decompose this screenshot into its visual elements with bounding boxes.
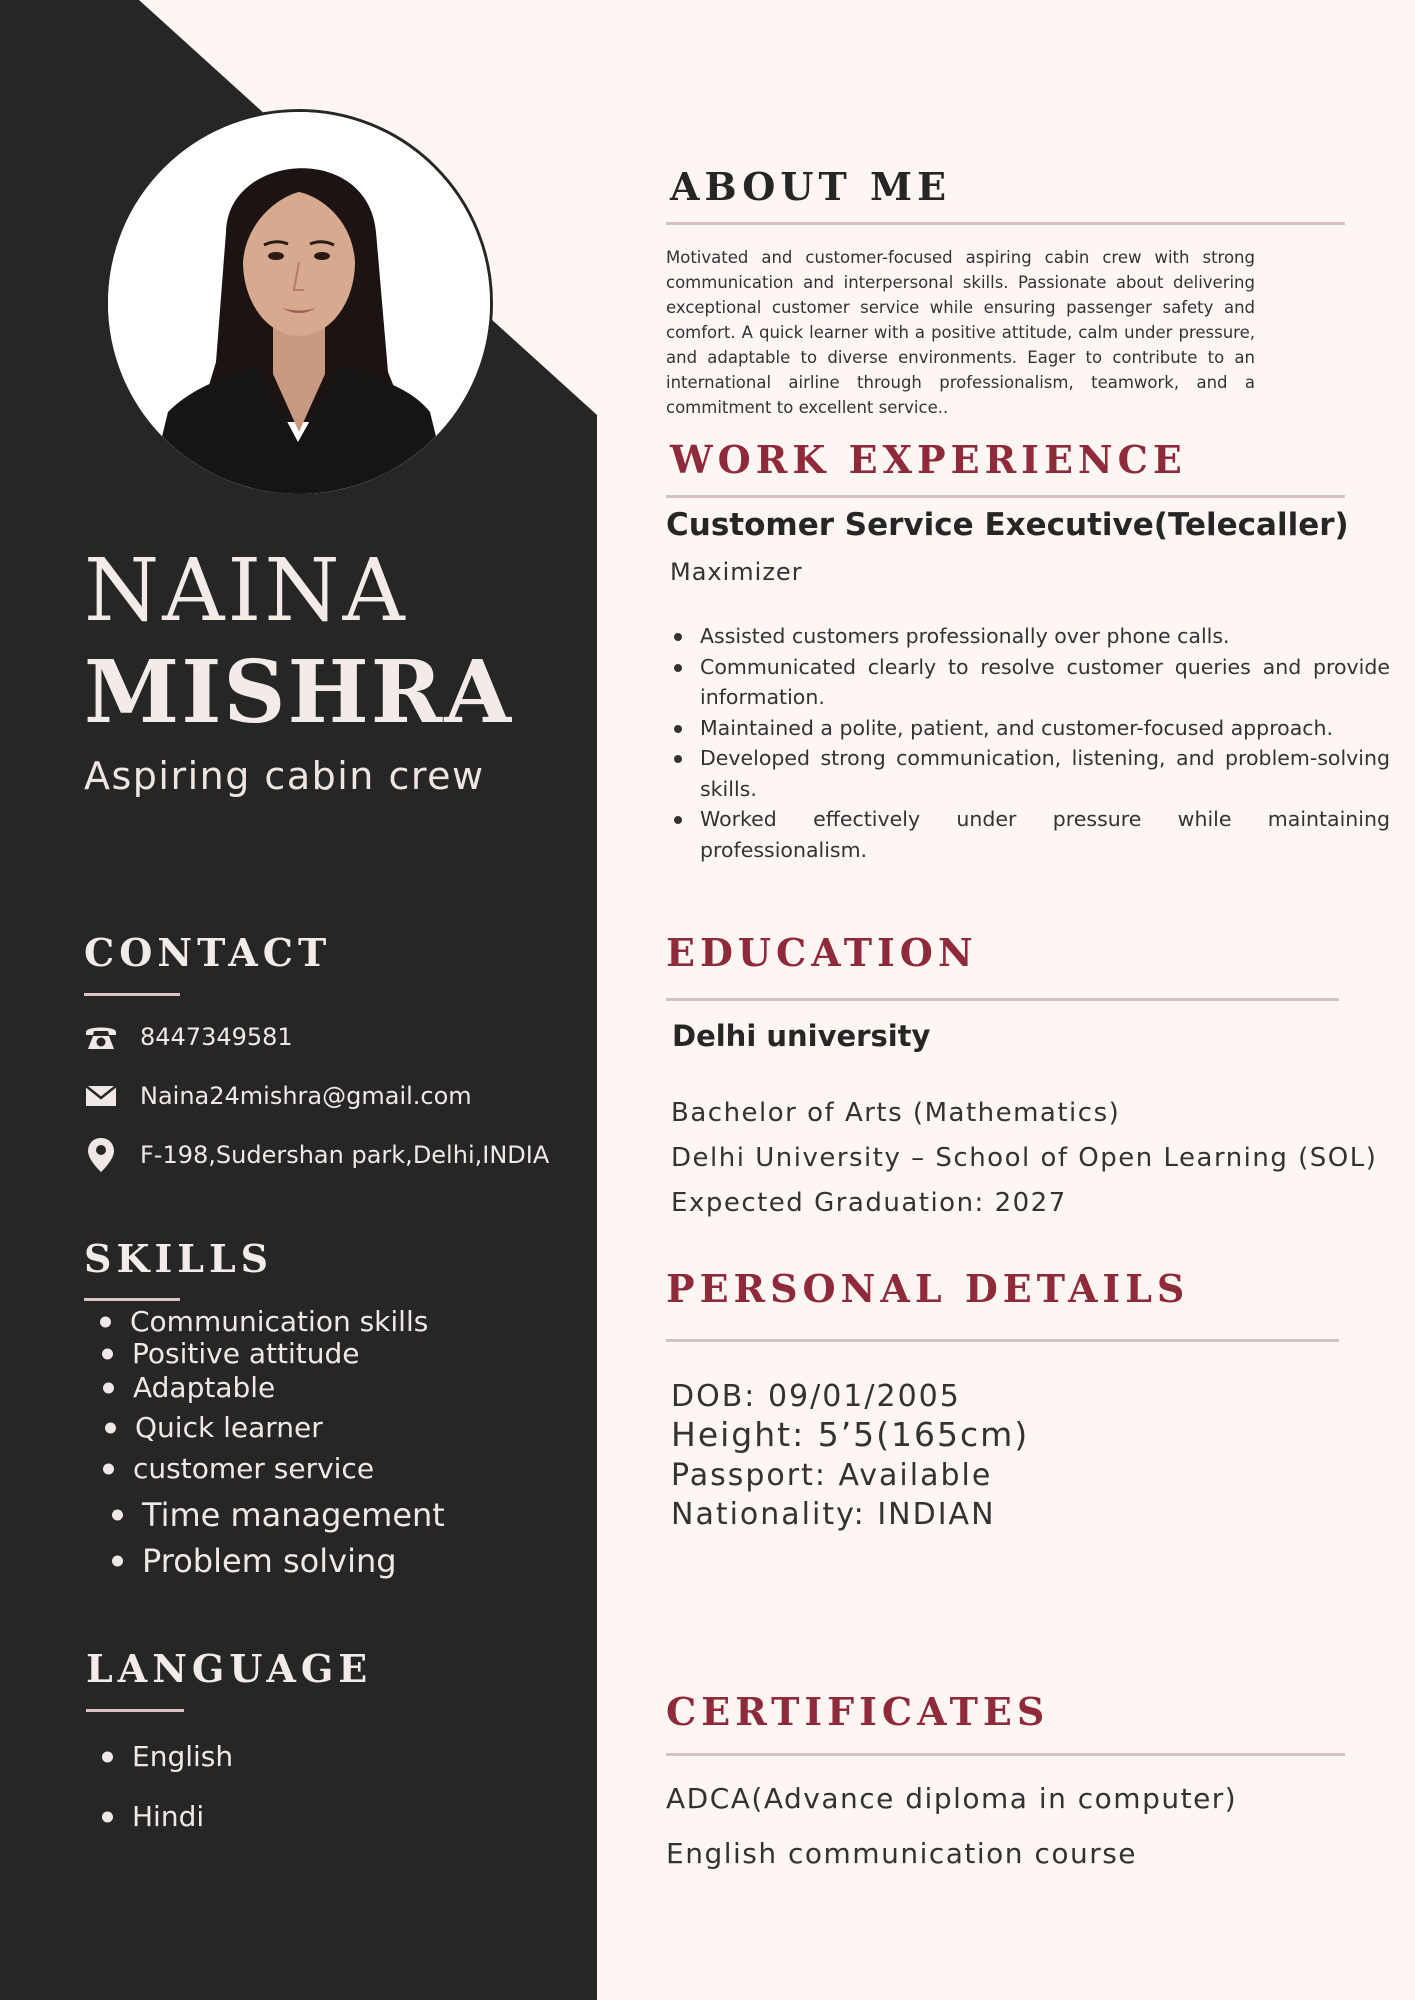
contact-email [84,1078,472,1114]
skills-heading: SKILLS [84,1236,274,1281]
profile-photo [105,109,493,497]
company-name: Maximizer [670,558,803,586]
personal-passport: Passport: Available [671,1458,993,1493]
contact-phone [84,1019,293,1055]
personal-divider [666,1339,1339,1342]
about-divider [666,222,1345,225]
about-paragraph: Motivated and customer-focused aspiring cabin crew with strong communication and interpersonal skills. Passionate about delivering exceptional customer service while ensuring passenger safety and comfort. A quick learner with a positive attitude, calm under pressure, and adaptable to diverse environments. Eager to contribute to an international airline through professionalism, teamwork, and a commitment to excellent service.. [666,248,1255,417]
language-divider [86,1709,184,1712]
skill-item: customer service [133,1452,375,1485]
list-item: Assisted customers professionally over phone calls. [700,621,1390,652]
portrait-illustration [108,112,490,494]
email-address[interactable]: Naina24mishra@gmail.com [140,1082,472,1110]
phone-icon [84,1020,118,1054]
list-item: Worked effectively under pressure while maintaining professionalism. [700,804,1390,865]
language-item: Hindi [132,1800,205,1833]
first-name: NAINA [84,541,408,641]
education-graduation: Expected Graduation: 2027 [671,1188,1067,1218]
education-institution: Delhi University – School of Open Learning (SOL) [671,1143,1378,1173]
language-heading: LANGUAGE [86,1646,373,1691]
list-item: Communicated clearly to resolve customer queries and provide information. [700,652,1390,713]
education-divider [666,998,1339,1001]
mail-icon [84,1079,118,1113]
personal-nationality: Nationality: INDIAN [671,1497,996,1532]
language-item: English [132,1740,234,1773]
skill-item: Adaptable [133,1371,276,1404]
work-divider [666,495,1345,498]
certificate-item: English communication course [666,1837,1138,1870]
contact-address [84,1137,549,1173]
address: F-198,Sudershan park,Delhi,INDIA [140,1141,550,1169]
work-heading: WORK EXPERIENCE [670,437,1187,482]
contact-divider [84,993,180,996]
skill-item: Quick learner [135,1411,323,1444]
list-item: Maintained a polite, patient, and customer-focused approach. [700,713,1390,744]
personal-height: Height: 5’5(165cm) [671,1415,1030,1454]
certificate-item: ADCA(Advance diploma in computer) [666,1782,1238,1815]
about-heading: ABOUT ME [670,164,952,209]
skills-divider [84,1298,180,1301]
education-school: Delhi university [672,1019,931,1053]
skill-item: Positive attitude [132,1337,360,1370]
last-name: MISHRA [84,642,513,743]
skill-item: Problem solving [142,1542,397,1580]
personal-dob: DOB: 09/01/2005 [671,1379,961,1414]
education-heading: EDUCATION [666,930,978,975]
skill-item: Communication skills [130,1305,429,1338]
job-title: Customer Service Executive(Telecaller) [666,507,1349,543]
contact-heading: CONTACT [84,930,332,975]
work-responsibilities [700,621,1390,865]
location-pin-icon [84,1138,118,1172]
tagline: Aspiring cabin crew [84,754,485,798]
personal-heading: PERSONAL DETAILS [666,1266,1190,1311]
certificates-divider [666,1753,1345,1756]
skill-item: Time management [142,1496,445,1534]
phone-number[interactable]: 8447349581 [140,1023,293,1051]
list-item: Developed strong communication, listening, and problem-solving skills. [700,743,1390,804]
education-degree: Bachelor of Arts (Mathematics) [671,1098,1121,1128]
certificates-heading: CERTIFICATES [666,1689,1050,1734]
